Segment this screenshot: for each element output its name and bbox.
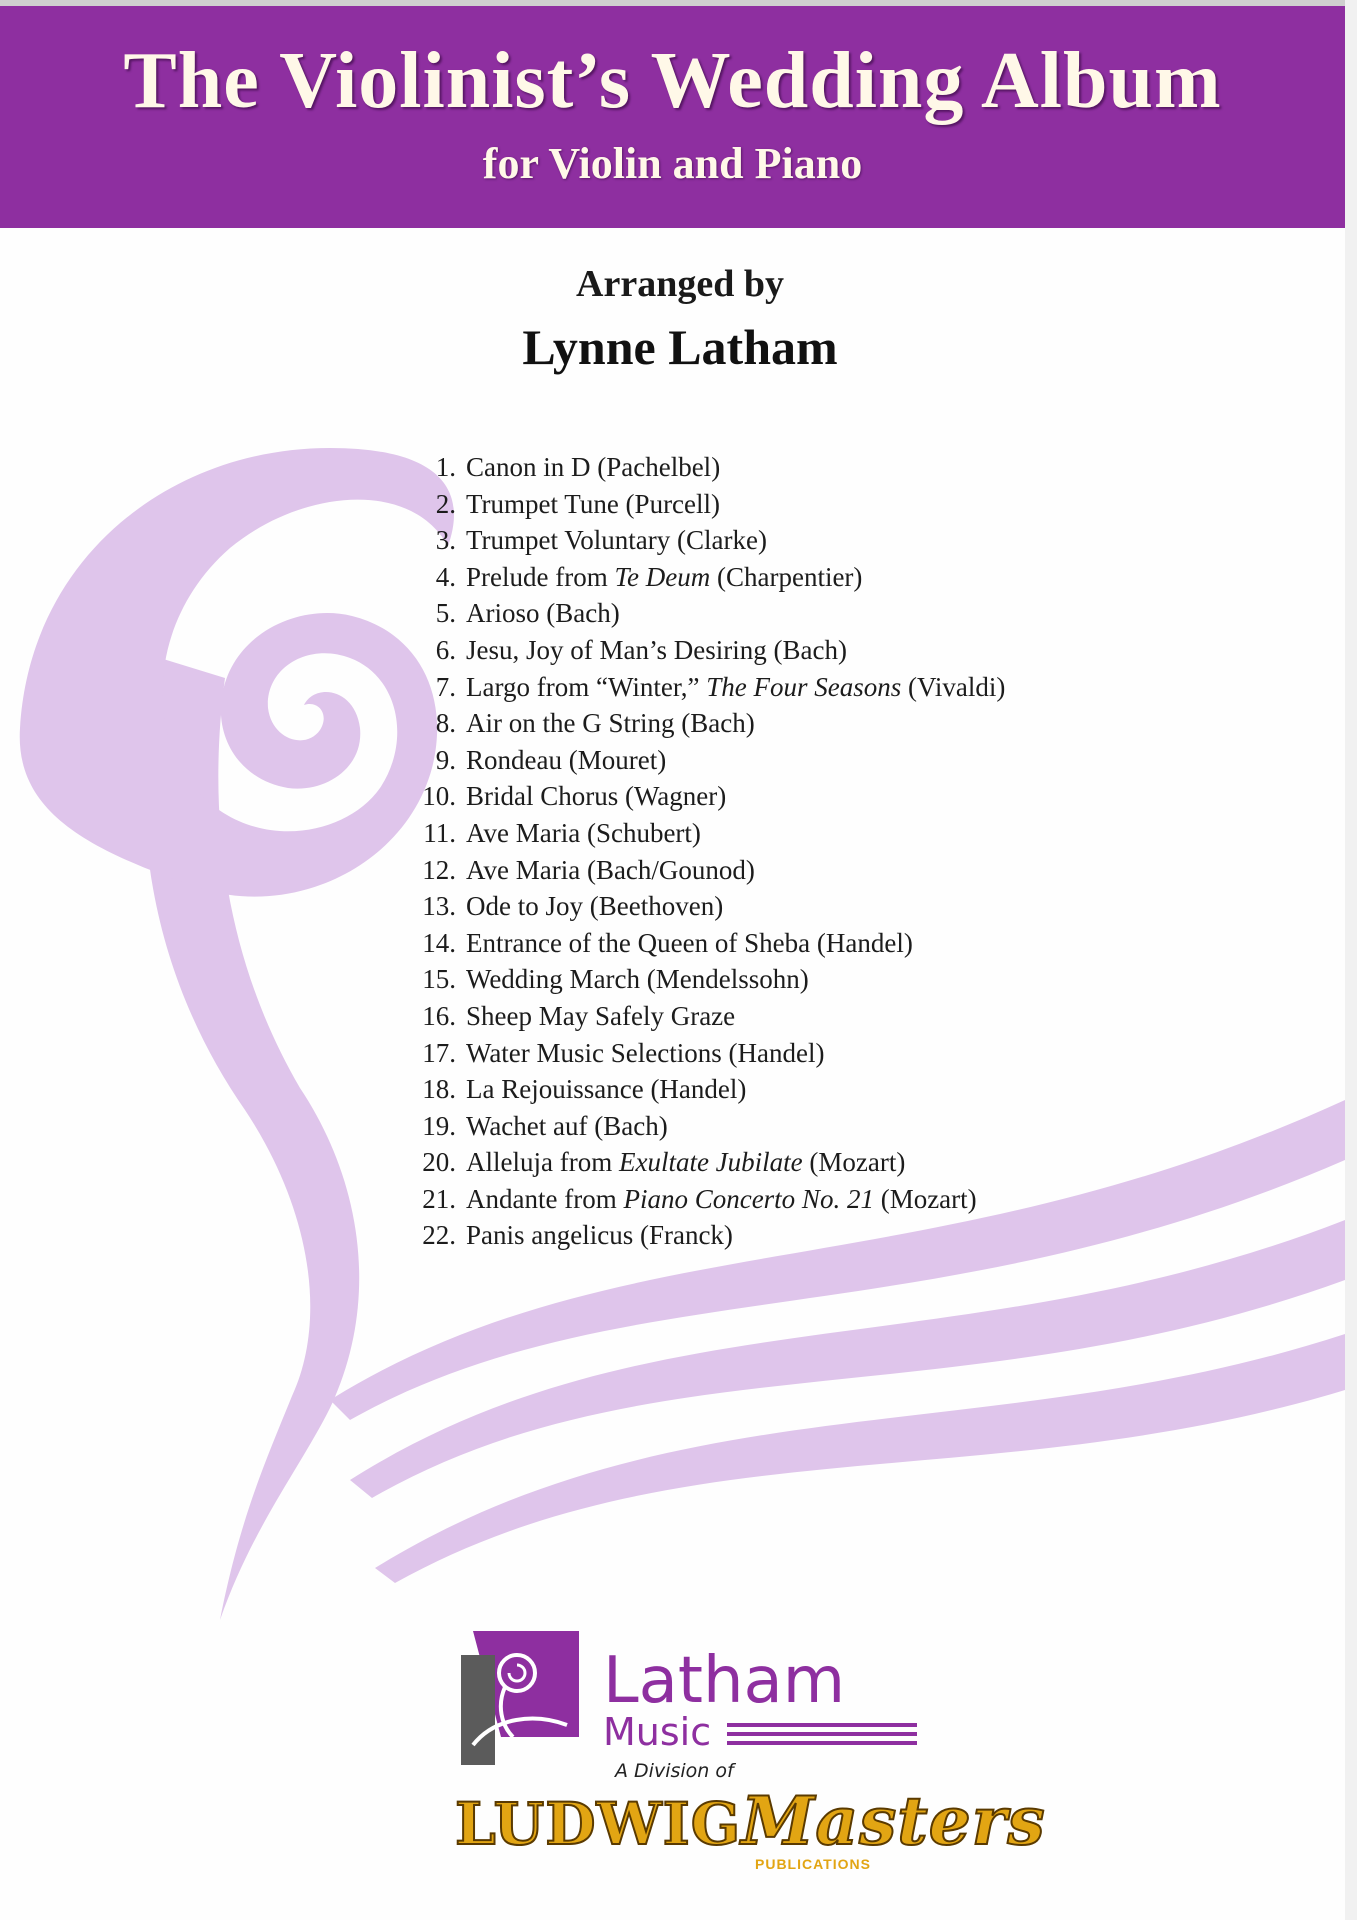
contents-list — [400, 449, 1005, 1254]
contents-item — [400, 852, 1005, 889]
item-text: Arioso (Bach) — [466, 598, 620, 629]
contents-item — [400, 998, 1005, 1035]
item-text: Sheep May Safely Graze — [466, 1000, 736, 1031]
item-text: Largo from “Winter,” — [466, 671, 707, 702]
contents-item — [400, 632, 1005, 669]
item-text: Andante from — [466, 1183, 624, 1214]
music-brand-text: Music — [603, 1710, 712, 1754]
contents-item — [400, 961, 1005, 998]
item-text: Ave Maria (Schubert) — [466, 817, 701, 848]
work-title-italic: Exultate Jubilate — [618, 1147, 803, 1178]
item-text: Rondeau (Mouret) — [466, 744, 667, 775]
item-text: (Charpentier) — [710, 561, 863, 592]
item-number: 9. — [435, 744, 456, 775]
item-text: Water Music Selections (Handel) — [466, 1037, 825, 1068]
latham-music-logo-icon — [455, 1625, 595, 1775]
masters-text: Masters — [741, 1782, 1046, 1860]
item-text: (Mozart) — [802, 1147, 906, 1178]
item-text: Panis angelicus (Franck) — [466, 1220, 733, 1251]
item-text: Bridal Chorus (Wagner) — [466, 781, 727, 812]
latham-brand-text: Latham — [603, 1644, 846, 1718]
contents-item — [400, 669, 1005, 706]
item-text: Wedding March (Mendelssohn) — [466, 964, 809, 995]
item-number: 3. — [435, 525, 456, 556]
contents-item — [400, 1217, 1005, 1254]
item-number: 6. — [435, 634, 456, 665]
item-number: 2. — [435, 488, 456, 519]
contents-item — [400, 925, 1005, 962]
contents-item — [400, 778, 1005, 815]
arranger-name: Lynne Latham — [522, 319, 838, 375]
work-title-italic: The Four Seasons — [706, 671, 902, 702]
item-number: 14. — [422, 927, 456, 958]
item-number: 8. — [435, 708, 456, 739]
contents-item — [400, 522, 1005, 559]
contents-item — [400, 1071, 1005, 1108]
contents-item — [400, 705, 1005, 742]
item-number: 12. — [422, 854, 456, 885]
item-number: 5. — [435, 598, 456, 629]
book-title: The Violinist’s Wedding Album — [123, 37, 1222, 125]
contents-item — [400, 742, 1005, 779]
work-title-italic: Piano Concerto No. 21 — [623, 1183, 874, 1214]
contents-item — [400, 449, 1005, 486]
contents-item — [400, 1035, 1005, 1072]
item-text: Ode to Joy (Beethoven) — [466, 891, 724, 922]
contents-item — [400, 1144, 1005, 1181]
item-number: 15. — [422, 964, 456, 995]
item-text: Jesu, Joy of Man’s Desiring (Bach) — [466, 634, 847, 665]
arranged-by-label: Arranged by — [576, 263, 784, 305]
publisher-logo — [455, 1625, 1046, 1895]
item-text: Ave Maria (Bach/Gounod) — [466, 854, 755, 885]
item-text: Prelude from — [466, 561, 615, 592]
item-text: Canon in D (Pachelbel) — [466, 452, 721, 482]
publications-text: PUBLICATIONS — [755, 1856, 871, 1872]
item-number: 17. — [422, 1037, 456, 1068]
contents-item — [400, 1181, 1005, 1218]
item-text: (Mozart) — [873, 1183, 977, 1214]
item-number: 11. — [423, 817, 456, 848]
item-number: 18. — [422, 1074, 456, 1105]
contents-item — [400, 1108, 1005, 1145]
item-text: Alleluja from — [466, 1147, 619, 1178]
contents-item — [400, 486, 1005, 523]
division-text: A Division of — [615, 1760, 734, 1782]
item-number: 22. — [422, 1220, 456, 1251]
scan-edge — [1345, 0, 1357, 1920]
item-number: 19. — [422, 1110, 456, 1141]
item-text: Trumpet Tune (Purcell) — [466, 488, 721, 519]
item-number: 13. — [422, 891, 456, 922]
item-number: 4. — [435, 561, 456, 592]
item-number: 20. — [422, 1147, 456, 1178]
item-text: Air on the G String (Bach) — [466, 708, 755, 739]
item-number: 7. — [435, 671, 456, 702]
item-number: 1. — [435, 452, 456, 482]
item-text: Trumpet Voluntary (Clarke) — [466, 525, 767, 556]
staff-lines — [727, 1723, 917, 1750]
contents-item — [400, 888, 1005, 925]
contents-item — [400, 815, 1005, 852]
ludwig-masters-logo — [455, 1782, 1046, 1860]
contents-item — [400, 595, 1005, 632]
book-subtitle: for Violin and Piano — [482, 139, 863, 188]
item-text: (Vivaldi) — [901, 671, 1006, 702]
contents-item — [400, 559, 1005, 596]
item-number: 10. — [422, 781, 456, 812]
item-number: 21. — [422, 1183, 456, 1214]
work-title-italic: Te Deum — [614, 561, 711, 592]
ludwig-text: LUDWIG — [455, 1790, 742, 1858]
item-text: La Rejouissance (Handel) — [466, 1074, 747, 1105]
item-text: Wachet auf (Bach) — [466, 1110, 668, 1141]
item-text: Entrance of the Queen of Sheba (Handel) — [466, 927, 913, 958]
item-number: 16. — [422, 1000, 456, 1031]
